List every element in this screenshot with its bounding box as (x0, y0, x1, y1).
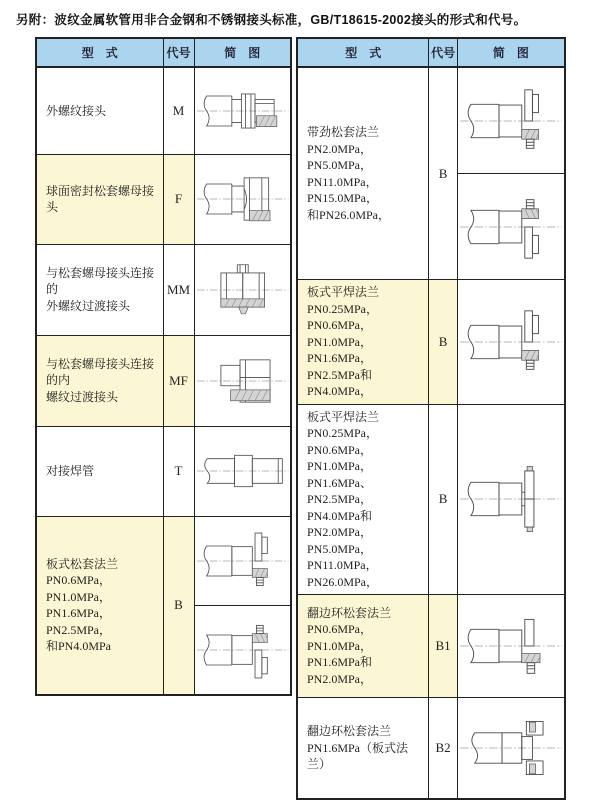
code-cell: T (163, 426, 194, 516)
table-row (36, 67, 291, 154)
plate-flat-weld-flange-diagram (458, 300, 564, 384)
plate-loose-flange-diagram-bottom (195, 610, 291, 690)
plate-loose-flange-diagram-top (195, 521, 291, 601)
header-code: 代号 (163, 38, 194, 67)
diagram-cell (194, 426, 291, 516)
diagram-cell (194, 335, 291, 426)
table-row (36, 335, 291, 426)
header-diagram: 简 图 (194, 38, 291, 67)
table-row (36, 426, 291, 516)
flared-ring-loose-flange-b1-diagram (458, 604, 564, 688)
type-cell: 与松套螺母接头连接的内 螺纹过渡接头 (36, 335, 163, 426)
page-title: 另附：波纹金属软管用非合金钢和不锈钢接头标准，GB/T18615-2002接头的形式和代号。 (16, 13, 527, 27)
diagram-cell (194, 67, 291, 154)
male-thread-transition-nipple-diagram (195, 250, 291, 330)
neck-loose-flange-diagram-top (458, 79, 564, 163)
header-type: 型 式 (297, 38, 429, 67)
spherical-seal-loose-nut-fitting-diagram (195, 160, 291, 238)
female-thread-transition-fitting-diagram (195, 341, 291, 421)
code-cell: MF (163, 335, 194, 426)
code-cell: MM (163, 244, 194, 335)
fitting-table-left (35, 37, 292, 696)
document-page (0, 10, 600, 800)
neck-loose-flange-diagram-bottom (458, 185, 564, 269)
diagram-cell (457, 280, 565, 405)
table-row (297, 67, 565, 280)
type-cell: 对接焊管 (36, 426, 163, 516)
diagram-cell (457, 67, 565, 280)
diagram-cell (457, 595, 565, 698)
diagram-cell (194, 154, 291, 244)
type-cell: 外螺纹接头 (36, 67, 163, 154)
plate-flat-weld-flange-full-diagram (458, 455, 564, 543)
code-cell: B1 (429, 595, 457, 698)
flared-ring-loose-flange-b2-diagram (458, 706, 564, 790)
code-cell: M (163, 67, 194, 154)
type-cell: 带劲松套法兰 PN2.0MPa，PN5.0MPa， PN11.0MPa，PN15.0MPa， 和PN26.0MPa， (297, 67, 429, 280)
type-cell: 球面密封松套螺母接头 (36, 154, 163, 244)
type-cell: 板式平焊法兰 PN0.25MPa，PN0.6MPa， PN1.0MPa，PN1.6MPa， PN2.5MPa和PN4.0MPa， (297, 280, 429, 405)
table-row (36, 154, 291, 244)
type-cell: 板式松套法兰 PN0.6MPa，PN1.0MPa， PN1.6MPa，PN2.5MPa， 和PN4.0MPa (36, 516, 163, 695)
type-cell: 板式平焊法兰 PN0.25MPa，PN0.6MPa， PN1.0MPa，PN1.6MPa、 PN2.5MPa，PN4.0MPa和 PN2.0MPa，PN5.0MPa， PN11.0MPa，PN26.0MPa， (297, 404, 429, 595)
fitting-tables-container (35, 37, 600, 800)
diagram-cell (457, 404, 565, 595)
type-cell: 翻边环松套法兰 PN0.6MPa，PN1.0MPa， PN1.6MPa和PN2.0MPa， (297, 595, 429, 698)
diagram-cell (194, 516, 291, 695)
butt-weld-pipe-diagram (195, 432, 291, 510)
table-row (297, 595, 565, 698)
code-cell: B (429, 280, 457, 405)
diagram-cell (194, 244, 291, 335)
table-row (36, 516, 291, 695)
type-cell: 翻边环松套法兰 PN1.6MPa（板式法兰） (297, 698, 429, 799)
male-thread-fitting-diagram (195, 72, 291, 150)
diagram-cell (457, 698, 565, 799)
table-header-row (297, 38, 565, 67)
table-header-row (36, 38, 291, 67)
fitting-table-right (296, 37, 566, 800)
code-cell: F (163, 154, 194, 244)
header-type: 型 式 (36, 38, 163, 67)
code-cell: B (429, 404, 457, 595)
type-cell: 与松套螺母接头连接的 外螺纹过渡接头 (36, 244, 163, 335)
table-row (297, 280, 565, 405)
table-row (297, 404, 565, 595)
code-cell: B (163, 516, 194, 695)
code-cell: B (429, 67, 457, 280)
header-diagram: 简 图 (457, 38, 565, 67)
table-row (36, 244, 291, 335)
table-row (297, 698, 565, 799)
header-code: 代号 (429, 38, 457, 67)
code-cell: B2 (429, 698, 457, 799)
